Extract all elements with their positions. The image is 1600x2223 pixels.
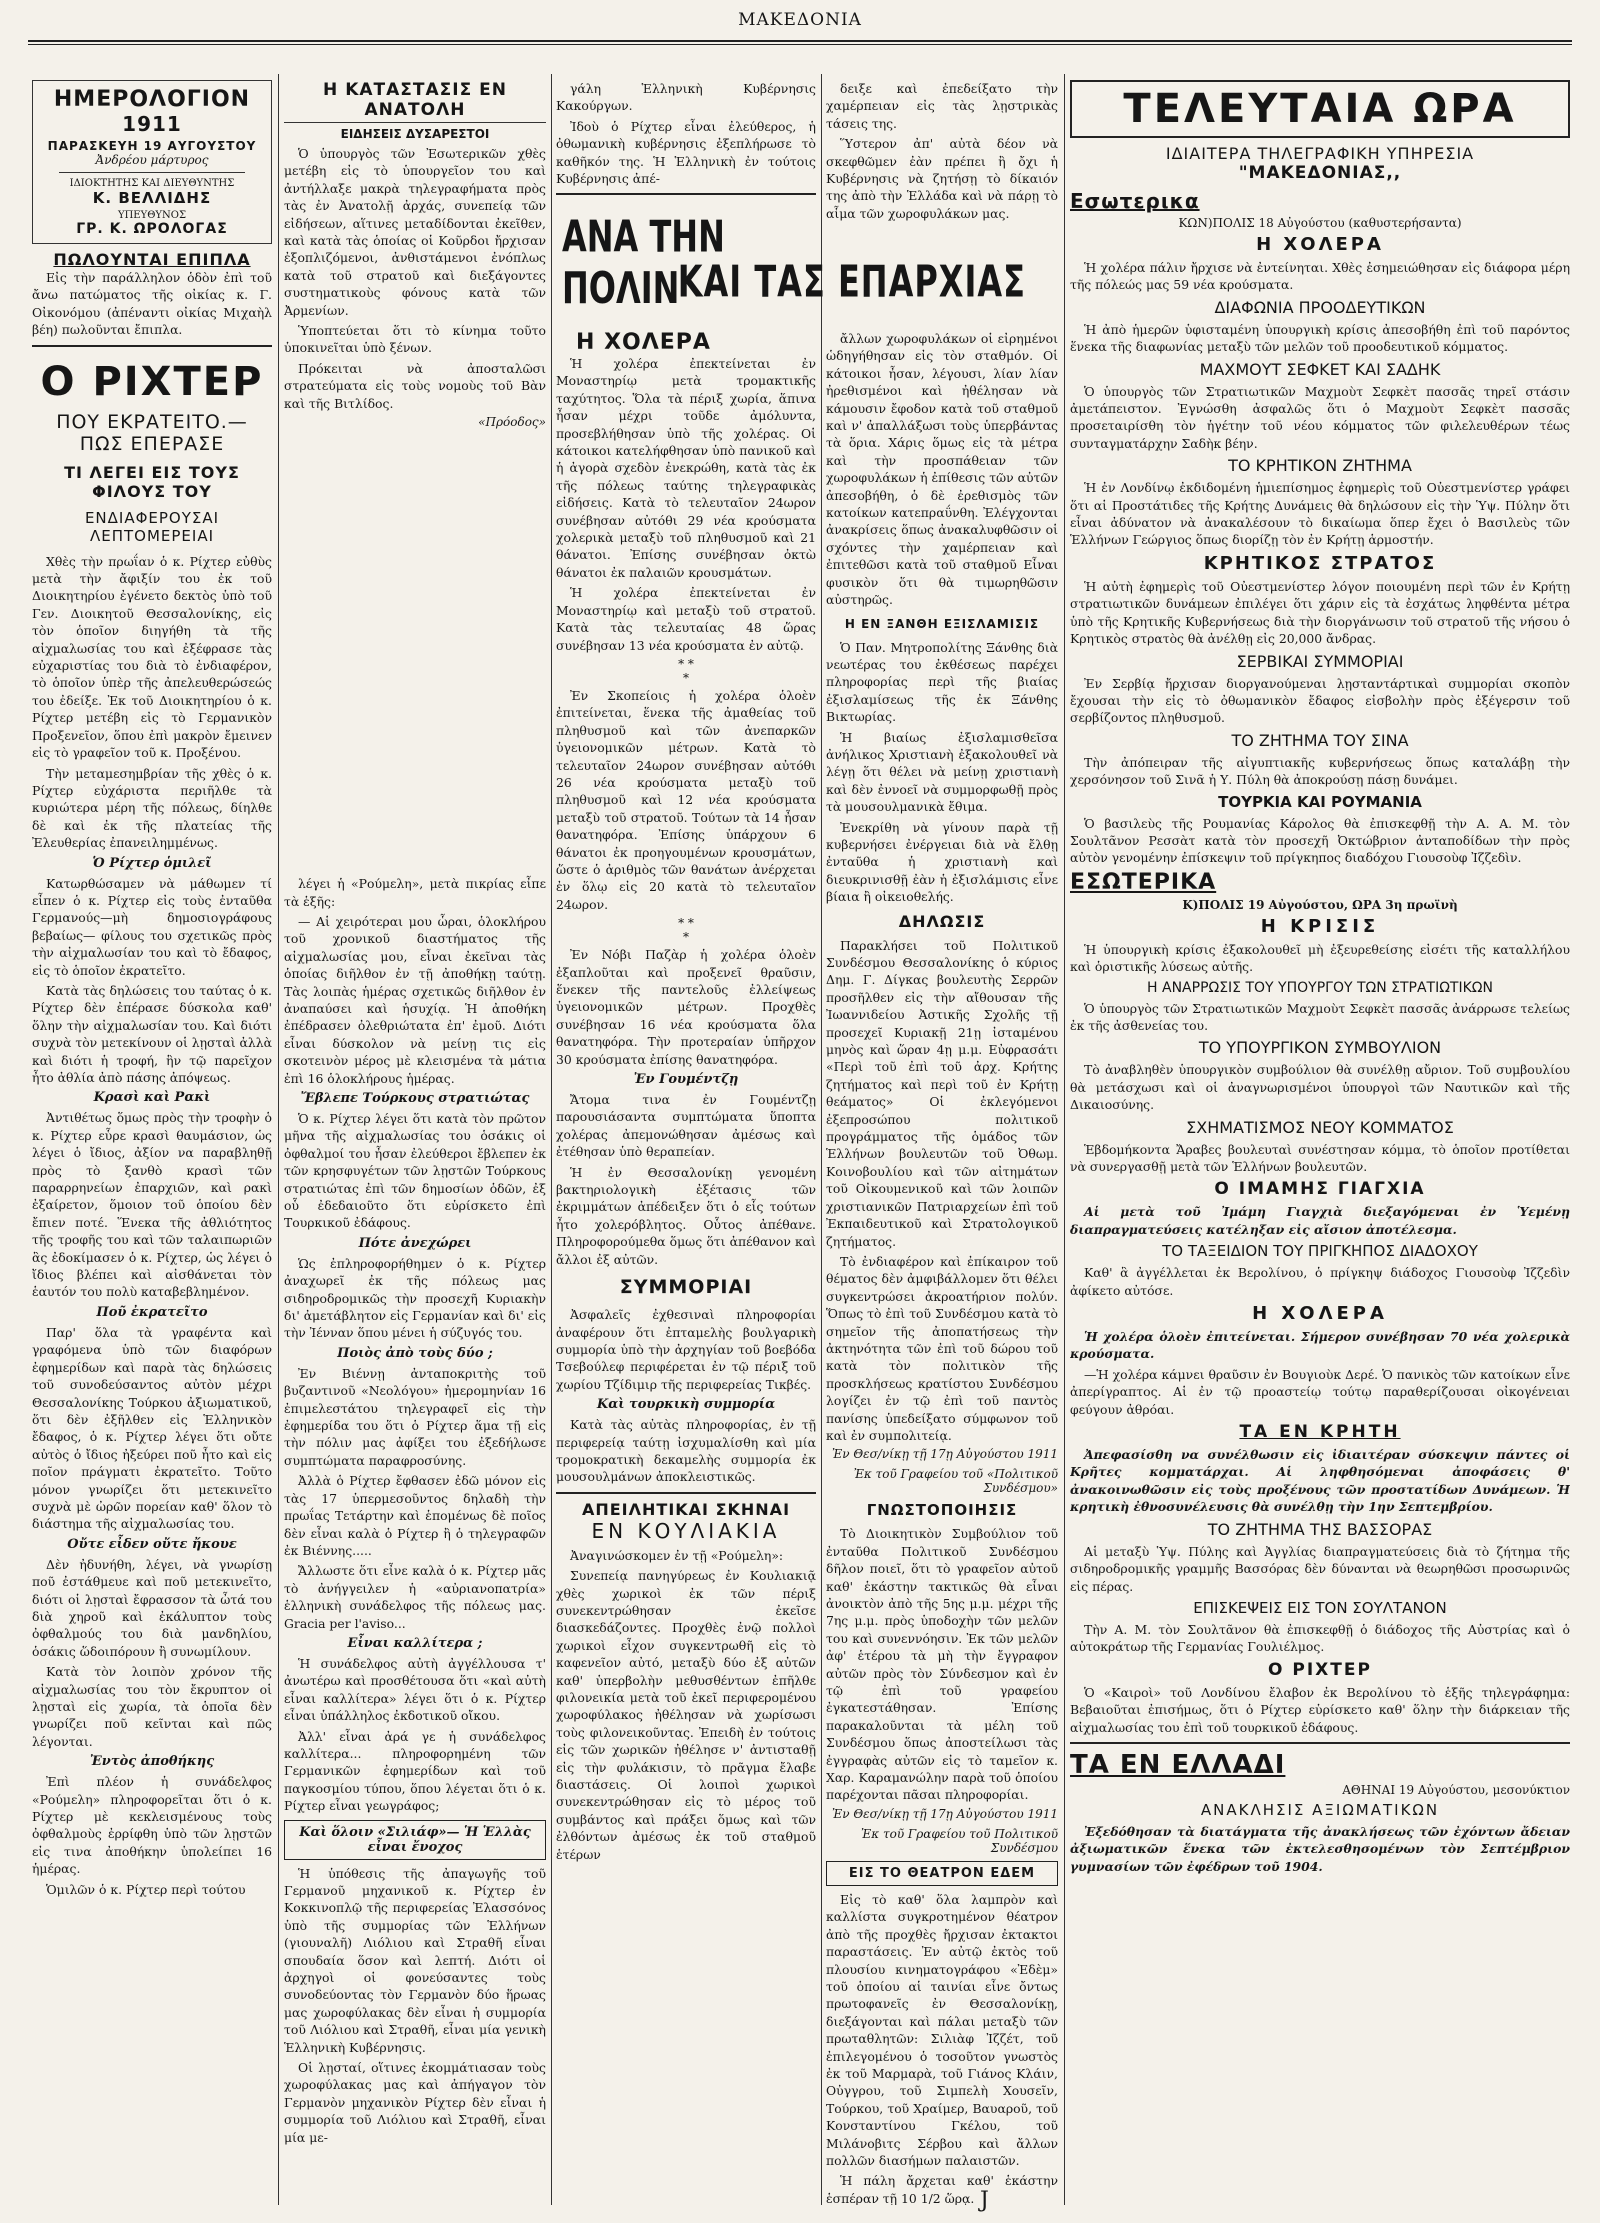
headline: Η ΑΝΑΡΡΩΣΙΣ ΤΟΥ ΥΠΟΥΡΓΟΥ ΤΩΝ ΣΤΡΑΤΙΩΤΙΚΩΝ [1147, 979, 1493, 996]
richter-headline: Ο ΡΙΧΤΕΡ [40, 358, 264, 405]
paragraph: Ἐν Νόβι Παζὰρ ἡ χολέρα ὁλοὲν ἐξαπλοῦται καὶ προξενεῖ θραῦσιν, ἕνεκεν τῆς παντελοῦς ἐλλείψεως ὑγειονομικῶν μέτρων. Προχθὲς συνέβησαν 16 νέα κρούσματα ὅλα θανατηφόρα. Τὴν προτεραίαν ὑπῆρχον 30 κρούσματα ἐπίσης θανατηφόρα. [556, 947, 816, 1067]
dateline: Κ)ΠΟΛΙΣ 19 Αὐγούστου, ΩΡΑ 3η πρωϊνὴ [1182, 897, 1458, 912]
paragraph: Ἡ χολέρα ἐπεκτείνεται ἐν Μοναστηρίῳ μετὰ τρομακτικῆς ταχύτητος. Ὅλα τὰ πέριξ χωρία, ἅπινα ἦσαν μέχρι τοῦδε ἀμόλυντα, προσεβλήθησαν ὑπὸ τῆς χολέρας. Οἱ κάτοικοι κατελήφθησαν ὑπὸ πανικοῦ καὶ ἡ ἀγορὰ σχεδὸν ἐνεκρώθη, κατὰ τὰς ἐκ τῆς πόλεως ταύτης τηλεγραφικὰς εἰδήσεις. Κατὰ τὸ τελευταῖον 24ωρον συνέβησαν αὐτόθι 29 νέα κρούσματα χολερικὰ μεταξὺ τοῦ πληθυσμοῦ καὶ 21 θάνατοι. Ἐπίσης συνέβησαν ὀκτὼ θάνατοι ἐκ παλαιῶν κρουσμάτων. [556, 356, 816, 580]
paragraph: Ἡ ὑπουργικὴ κρίσις ἐξακολουθεῖ μὴ ἐξευρεθείσης εἰσέτι τῆς καταλλήλου καὶ ὁριστικῆς λύσεως αὐτῆς. [1070, 941, 1570, 975]
masthead-rule-thin [28, 44, 1572, 45]
subheading: Ἐν Γουμέντζῃ [633, 1072, 739, 1088]
headline: Ο ΙΜΑΜΗΣ ΓΙΑΓΧΙΑ [1214, 1179, 1426, 1200]
paragraph: Τὴν μεταμεσημβρίαν τῆς χθὲς ὁ κ. Ρίχτερ εὐχάριστα περιῆλθε τὰ κυριώτερα μέρη τῆς πόλεως, δίηλθε δὲ καὶ ἐκ τῆς πλατείας τῆς Ἐλευθερίας ἐπανειλημμένως. [32, 765, 272, 851]
cholera-headline: Η ΧΟΛΕΡΑ [576, 330, 711, 355]
paragraph: Τὴν Α. Μ. τὸν Σουλτᾶνον θὰ ἐπισκεφθῇ ὁ διάδοχος τῆς Αὐστρίας καὶ ὁ αὐτοκράτωρ τῆς Γερμανίας Γουλιέλμος. [1070, 1621, 1570, 1655]
paragraph: Τὸ ἀναβληθὲν ὑπουργικὸν συμβούλιον θὰ συνέλθῃ αὔριον. Τοῦ συμβουλίου θὰ μετάσχωσι καὶ οἱ ἀναγνωρισμένοι ὑπουργοὶ τῶν Ναυτικῶν καὶ τῆς Δικαιοσύνης. [1070, 1062, 1570, 1113]
subheading: Καὶ τουρκικὴ συμμορία [596, 1397, 776, 1413]
paragraph: —Ἡ χολέρα κάμνει θραῦσιν ἐν Βουγιοὺκ Δερέ. Ὁ πανικὸς τῶν κατοίκων εἶνε ἀπερίγραπτος. Αἱ ἐν τῷ προαστείῳ τούτῳ παραθερίζουσαι οἰκογένειαι φεύγουν ἀθρόαι. [1070, 1366, 1570, 1417]
subheading: Οὔτε εἶδεν οὔτε ἤκουε [67, 1536, 237, 1552]
paragraph: Ὑποπτεύεται ὅτι τὸ κίνημα τοῦτο ὑποκινεῖται ὑπὸ ξένων. [284, 323, 546, 356]
subheading: Ποῦ ἐκρατεῖτο [96, 1304, 208, 1320]
calendar-day: ΠΑΡΑΣΚΕΥΗ 19 ΑΥΓΟΥΣΤΟΥ [47, 139, 257, 153]
paragraph: Ὁμιλῶν ὁ κ. Ρίχτερ περὶ τούτου [46, 1881, 246, 1897]
owner-label: ΙΔΙΟΚΤΗΤΗΣ ΚΑΙ ΔΙΕΥΘΥΝΤΗΣ [69, 178, 235, 189]
paragraph: Κατὰ τὸν λοιπὸν χρόνον τῆς αἰχμαλωσίας του τὸν ἔκρυπτον οἱ λῃσταὶ εἰς χωρία, τὰ ὁποῖα δὲν γνωρίζει ποῦ κεῖνται καὶ πῶς λέγονται. [32, 1664, 272, 1749]
headline: ΚΡΗΤΙΚΟΣ ΣΤΡΑΤΟΣ [1203, 552, 1437, 574]
masthead-rule [28, 40, 1572, 42]
paragraph: Παρακλήσει τοῦ Πολιτικοῦ Συνδέσμου Θεσσαλονίκης ὁ κύριος Δημ. Γ. Δίγκας βουλευτὴς Σερρῶν προσῆλθεν εἰς τὴν αἴθουσαν τῆς Ἰωαννιδείου Ἀστικῆς Σχολῆς τῇ προσεχεῖ Κυριακῇ 21ῃ ἰσταμένου μηνὸς καὶ ὥραν 4ῃ μ.μ. Εὐφρασάτι «Περὶ τοῦ ἐπὶ τοῦ ἀρχ. Κρήτης ζητήματος καὶ περὶ τοῦ ἐν Κρήτῃ θεάματος» Οἱ ἐκλεγόμενοι ἐξεπροσώπου πολιτικοῦ προγράμματος τῆς ὁμάδος τῶν Ἑλλήνων βουλευτῶν τοῦ Ὀθωμ. Κοινοβουλίου καὶ τῶν αἰτημάτων τοῦ Οἰκουμενικοῦ καὶ τῶν λοιπῶν χριστιανικῶν Πατριαρχείων ἐπὶ τοῦ Ἐκπαιδευτικοῦ καὶ Στρατολογικοῦ ζητήματος. [826, 937, 1058, 1249]
paragraph: Ἀσφαλεῖς ἐχθεσιναὶ πληροφορίαι ἀναφέρουν ὅτι ἐπταμελὴς βουλγαρικὴ συμμορία ὑπὸ τὴν ἀρχηγίαν τοῦ βοεβόδα Τσεβούλεφ περιφέρεται ἐν τῷ πέριξ τοῦ χωρίου Τζίδιμιρ τῆς περιφερείας Τικβές. [556, 1307, 816, 1392]
city-headline-1: ΑΝΑ ΤΗΝ ΠΟΛΙΝ [562, 211, 725, 315]
headline: ΔΙΑΦΩΝΙΑ ΠΡΟΟΔΕΥΤΙΚΩΝ [1214, 297, 1426, 317]
dateline: ΑΘΗΝΑΙ 19 Αὐγούστου, μεσονύκτιον [1342, 1782, 1570, 1797]
paragraph: Ἡ αὐτὴ ἐφημερὶς τοῦ Οὐεστμενίστερ λόγον ποιουμένη περὶ τῶν ἐν Κρήτῃ στρατιωτικῶν δυνάμεων ἐπιλέγει ὅτι χάριν εἰς τὰ ἐσχάτως ληφθέντα μέτρα ὑπὸ τῆς Κρητικῆς Κυβερνήσεως διὰ τὴν διοργάνωσιν τοῦ στρατοῦ τῆς νήσου ὁ Κρητικὸς στρατὸς θὰ ἀνέλθῃ εἰς 20,000 ἄνδρας. [1070, 578, 1570, 647]
calendar-year: 1911 [122, 112, 182, 136]
signature: Ἐκ τοῦ Γραφείου τοῦ «Πολιτικοῦ Συνδέσμου» [853, 1467, 1058, 1496]
paragraph: Ἰδοὺ ὁ Ρίχτερ εἶναι ἐλεύθερος, ἡ ὀθωμανικὴ κυβέρνησις ἐξεπλήρωσε τὸ καθῆκόν της. Ἡ Ἑλληνικὴ ἐν τούτοις Κυβέρνησις ἀπέ- [556, 118, 816, 187]
paragraph: Ἡ πάλη ἄρχεται καθ' ἑκάστην ἑσπέραν τῇ 10 1/2 ὥρᾳ. [826, 2173, 1058, 2205]
theatre-headline: ΕΙΣ ΤΟ ΘΕΑΤΡΟΝ ΕΔΕΜ [826, 1861, 1058, 1886]
paragraph: Τὸ ἐνδιαφέρον καὶ ἐπίκαιρον τοῦ θέματος δὲν ἀμφιβάλλομεν ὅτι θέλει συγκεντρώσει ἀκροατήριον πολύν. Ὅπως τὸ ἐπὶ τοῦ Συνδέσμου κατὰ τὸ σημεῖον τῆς ἀποπατήσεως τὴν ἀκτηνότητα τῶν ἐπὶ τοῦ δώρου τοῦ κατὰ τὸν πολιτικὸν τῆς προσκλήσεως κρατίστου Συνδέσμου λογίζει ἐν τῷ ἐπὶ τοῦ παντὸς πανίσης ὑπεδείξατο σύμφωνον τοῦ καὶ ἐν συμπολιτείᾳ. [826, 1253, 1058, 1443]
ornament: * * * [678, 656, 694, 685]
paragraph: γάλη Ἑλληνικὴ Κυβέρνησις Κακούργων. [556, 81, 816, 114]
calendar-saint: Ἀνδρέου μάρτυρος [95, 153, 209, 167]
subheading-framed: Καὶ ὅλοιν «Σιλιάφ»— Ἡ Ἑλλὰς εἶναι ἔνοχος [284, 1820, 546, 1860]
subheading: Ποιὸς ἀπὸ τοὺς δύο ; [337, 1345, 493, 1361]
owner-name: Κ. ΒΕΛΛΙΔΗΣ [92, 189, 212, 207]
richter-subhead-3: ΕΝΔΙΑΦΕΡΟΥΣΑΙ ΛΕΠΤΟΜΕΡΕΙΑΙ [84, 508, 220, 545]
headline: ΤΟ ΖΗΤΗΜΑ ΤΟΥ ΣΙΝΑ [1231, 730, 1409, 750]
headline: ΕΠΙΣΚΕΨΕΙΣ ΕΙΣ ΤΟΝ ΣΟΥΛΤΑΝΟΝ [1193, 1598, 1447, 1617]
ad-text: Εἰς τὴν παράλληλον ὁδὸν ἐπὶ τοῦ ἄνω πατώματος τῆς οἰκίας κ. Γ. Οἰκονόμου (ἀπέναντι οἰκίας Μιχαὴλ βέη) πωλοῦνται ἔπιπλα. [32, 270, 272, 338]
column-divider [1064, 74, 1065, 2205]
column-3-body [556, 330, 816, 2205]
column-5 [1070, 80, 1570, 2205]
paragraph: Κατὰ τὰς αὐτὰς πληροφορίας, ἐν τῇ περιφερείᾳ ταύτῃ ἰσχυμαλίσθη καὶ μία τρομοκρατικὴ δεκαμελὴς συμμορία ἐκ μουσουλμάνων ἀποκλειστικῶς. [556, 1417, 816, 1485]
paragraph: Ὁ Παν. Μητροπολίτης Ξάνθης διὰ νεωτέρας του ἐκθέσεως παρέχει πληροφορίας περὶ τῆς βιαίας ἐξισλαμίσεως τῆς ἐκ Ξάνθης Βικτωρίας. [826, 639, 1058, 725]
telegraph-paper: "ΜΑΚΕΔΟΝΙΑΣ,, [1238, 163, 1402, 183]
paragraph: — Αἱ χειρότεραι μου ὧραι, ὁλοκλήρου τοῦ χρονικοῦ διαστήματος τῆς αἰχμαλωσίας μου, εἶναι ἐκεῖναι τὰς ὁποίας διῆλθον ἐν τῇ ἀποθήκῃ ταύτῃ. Τὰς λοιπὰς ἡμέρας σχετικῶς διῆλθον ἐν ἀναπαύσει καὶ ἡσυχίᾳ. Ἡ ἀποθήκη ἐπέδρασεν ὀλεθριώτατα ἐπ' ἐμοῦ. Διότι εἶναι δύσκολον νὰ μείνῃ τις εἰς σκοτεινὸν μέρος μὲ κλεισμένα τὰ μάτια ἐπὶ 16 ὁλοκλήρους ἡμέρας. [284, 913, 546, 1086]
paragraph: Τὸ Διοικητικὸν Συμβούλιον τοῦ ἐνταῦθα Πολιτικοῦ Συνδέσμου δῆλον ποιεῖ, ὅτι τὸ γραφεῖον αὐτοῦ καθ' ἑκάστην τακτικῶς θὰ εἶναι ἀνοικτὸν ἀπὸ τῆς 5ης μ.μ. μέχρι τῆς 7ης μ.μ. πρὸς ὑποδοχὴν τῶν μελῶν του καὶ συνεννόησιν. Ἐκ τῶν μελῶν ἀφ' ἑτέρου τὰ μὴ τὴν ἔγγραφον αὐτῶν πρὸς τὸν Σύνδεσμον καὶ ἐν τῷ ἐπὶ τοῦ γραφείου ἐγκατεστάθησαν. Ἐπίσης παρακαλοῦνται τὰ μέλη τοῦ Συνδέσμου ὅπως ἀποστείλωσι τὰς ἐγγραφὰς αὐτῶν εἰς τὸ ταμεῖον κ. Χαρ. Καραμανώλην παρὰ τοῦ ὁποίου παρέχονται πᾶσαι πληροφορίαι. [826, 1526, 1058, 1803]
editor-name: ΓΡ. Κ. ΩΡΟΛΟΓΑΣ [76, 221, 228, 237]
paragraph: Ἐνεκρίθη νὰ γίνουν παρὰ τῇ κυβερνήσει ἐνέργειαι διὰ νὰ ἔλθῃ ἐνταῦθα ἡ χριστιανὴ καὶ διευκρινισθῇ ἐὰν ἡ ἐξισλάμισις εἶνε βίαια ἢ οἰκειοθελής. [826, 819, 1058, 905]
paragraph: Ἐν Βιέννῃ ἀνταποκριτὴς τοῦ βυζαντινοῦ «Νεολόγου» ἠμερομηνίαν 16 ἐπιμελεστάτου τηλεγραφεῖ εἰς τὴν ἐφημερίδα του ὅτι ὁ Ρίχτερ ἅμα τῇ εἰς τὴν πόλιν μας ἀφίξει του ἐξεδήλωσε συμπτώματα παραφροσύνης. [284, 1365, 546, 1468]
paragraph: Ὁ ὑπουργὸς τῶν Ἐσωτερικῶν χθὲς μετέβη εἰς τὸ ὑπουργεῖον του καὶ ἀντήλλαξε μακρὰ τηλεγραφήματα πρὸς τὰς ἐν Ἀνατολῇ ἀρχάς, συνεπείᾳ τῶν εἰδήσεων, αἵτινες μεταδίδονται ἐκεῖθεν, καὶ κατὰ τὰς ὁποίας οἱ Κοῦρδοι ἤρχισαν ἐξοπλιζόμενοι, ἀνθιστάμενοι ἐνόπλως κατὰ τοῦ στρατοῦ καὶ διεξάγοντες συστηματικοὺς φόνους κατὰ τῶν Ἀρμενίων. [284, 146, 546, 318]
domestic-heading-2: ΕΣΩΤΕΡΙΚΑ [1070, 869, 1217, 895]
column-4 [826, 330, 1058, 2205]
paragraph: Ἡ χολέρα ὁλοὲν ἐπιτείνεται. Σήμερον συνέβησαν 70 νέα χολερικὰ κρούσματα. [1070, 1329, 1570, 1362]
city-headline-row [556, 256, 1056, 316]
subheading: Πότε ἀνεχώρει [358, 1235, 472, 1251]
paragraph: Δὲν ἠδυνήθη, λέγει, νὰ γνωρίσῃ ποῦ ἐστάθμευε καὶ ποῦ μετεκινεῖτο, διότι οἱ λῃσταὶ ἔφρασσον τὰ ὦτά του διὰ χηροῦ καὶ ἐκάλυπτον τοὺς ὀφθαλμούς του διὰ μανδηλίου, ὁσάκις ὥδοιπόρουν ἢ συνωμίλουν. [32, 1556, 272, 1659]
paragraph: Ἡ ἐν Λονδίνῳ ἐκδιδομένη ἡμιεπίσημος ἐφημερὶς τοῦ Οὐεστμενίστερ γράφει ὅτι αἱ Προστάτιδες τῆς Κρήτης Δυνάμεις θὰ δηλώσουν εἰς τὴν Ὑψ. Πύλην ὅτι εἶναι ἀδύνατον νὰ ἀνακαλέσουν τὸ δικαίωμα ὅπερ ἔχει ὁ Βασιλεὺς τῶν Ἑλλήνων Γεώργιος ὅπως διορίζῃ τὸν ἐν Κρήτῃ ἁρμοστήν. [1070, 480, 1570, 548]
column-1 [32, 80, 272, 2205]
paragraph: δειξε καὶ ἐπεδείξατο τὴν χαμέρπειαν εἰς τὰς λῃστρικὰς τάσεις της. [826, 81, 1058, 131]
subheading: Ἐντὸς ἀποθήκης [89, 1754, 215, 1770]
paragraph: Ὕστερον ἀπ' αὐτὰ δέον νὰ σκεφθῶμεν ἐὰν πρέπει ἢ ὄχι ἡ Κυβέρνησις νὰ ζητήσῃ τὸ δίκαιόν της ἀπὸ τὴν Ἑλλάδα καὶ νὰ πάρῃ τὸ αἷμα τῶν χωροφυλάκων μας. [826, 136, 1058, 221]
subheading: Ὁ Ρίχτερ ὁμιλεῖ [92, 855, 212, 871]
column-2 [284, 80, 546, 2205]
signature: Ἐν Θεσ/νίκῃ τῇ 17ῃ Αὐγούστου 1911 [831, 1447, 1058, 1462]
headline: ΤΟ ΤΑΞΕΙΔΙΟΝ ΤΟΥ ΠΡΙΓΚΗΠΟΣ ΔΙΑΔΟΧΟΥ [1162, 1242, 1478, 1261]
paragraph: Αἱ μεταξὺ Ὑψ. Πύλης καὶ Ἀγγλίας διαπραγματεύσεις διὰ τὸ ζήτημα τῆς σιδηροδρομικῆς γραμμῆς Βασσόρας δὲν δύνανται νὰ θεωρηθῶσι προσωρινῶς εἰς πέρας. [1070, 1543, 1570, 1594]
headline: ΣΧΗΜΑΤΙΣΜΟΣ ΝΕΟΥ ΚΟΜΜΑΤΟΣ [1186, 1117, 1454, 1137]
ad-title: ΠΩΛΟΥΝΤΑΙ ΕΠΙΠΛΑ [53, 250, 251, 269]
paragraph: Ἄτομα τινα ἐν Γουμέντζῃ παρουσιάσαντα συμπτώματα ὕποπτα χολέρας ἀπεμονώθησαν ἀμέσως καὶ ἐτέθησαν ὑπὸ θεραπείαν. [556, 1092, 816, 1160]
threat-headline: ΑΠΕΙΛΗΤΙΚΑΙ ΣΚΗΝΑΙ [581, 1499, 791, 1519]
city-headline-2: ΚΑΙ ΤΑΣ ΕΠΑΡΧΙΑΣ [677, 256, 1026, 308]
paragraph: Συνεπείᾳ πανηγύρεως ἐν Κουλιακιᾷ χθὲς χωρικοὶ ἐκ τῶν πέριξ συνεκεντρώθησαν ἐκεῖσε διασκεδάζοντες. Προχθὲς ἐνῷ πολλοὶ χωρικοὶ εἶχον συγκεντρωθῆ εἰς τὸ καφενεῖον αὐτό, μεταξὺ δύο ἐξ αὐτῶν καθ' ὑπερβολὴν μεθυσθέντων ἐπῆλθε φιλονεικία μετὰ τοῦ ἐκεῖ περιφερομένου χωροφύλακος ἠθέλησαν νὰ χωρίσωσι τοὺς φιλονεικοῦντας. Ἐπειδὴ ἐν τούτοις εἰς τῶν χωρικῶν ἠθέλησε ν' ἀντισταθῇ εἰς τὴν φυλάκισιν, τὸ πρᾶγμα ἔλαβε διαστάσεις. Οἱ λοιποὶ χωρικοὶ συνεκεντρώθησαν εἰς τὸ μέρος τοῦ συμβάντος καὶ πράξει ὅμως καὶ τῶν ἐλθόντων ἀμέσως ἐκ τοῦ σταθμοῦ ἑτέρων [556, 1568, 816, 1862]
page-mark: J [980, 2188, 989, 2213]
headline: Η ΧΟΛΕΡΑ [1256, 234, 1384, 255]
paragraph: Παρ' ὅλα τὰ γραφέντα καὶ γραφόμενα ὑπὸ τῶν διαφόρων ἐφημερίδων καὶ παρὰ τὰς δηλώσεις τοῦ συνοδεύσαντος αὐτὸν μέχρι Θεσσαλονίκης Τούρκου ἀξιωματικοῦ, ὅτι δὲν ἐξῆλθεν εἰς Ἑλληνικὸν ἔδαφος, ὁ κ. Ρίχτερ λέγει ὅτι οὔτε αὐτὸς ὁ ἴδιος ἠξεύρει ποῦ ἦτο καὶ εἰς ποῖον πράγματι ἐκρατεῖτο. Τοῦτο μόνον γνωρίζει ὅτι μετεκινεῖτο συχνὰ μὲ ὠρῶν πορείαν καθ' ὅλον τὸ διάστημα τῆς αἰχμαλωσίας του. [32, 1324, 272, 1532]
richter-subhead-2: ΤΙ ΛΕΓΕΙ ΕΙΣ ΤΟΥΣ ΦΙΛΟΥΣ ΤΟΥ [64, 462, 240, 501]
paragraph: Ἑβδομήκοντα Ἄραβες βουλευταὶ συνέστησαν κόμμα, τὸ ὁποῖον προτίθεται νὰ συνεργασθῇ μετὰ τῶν Ἑλλήνων βουλευτῶν. [1070, 1141, 1570, 1174]
headline: ΑΝΑΚΛΗΣΙΣ ΑΞΙΩΜΑΤΙΚΩΝ [1200, 1800, 1440, 1819]
subheading: Κρασὶ καὶ Ρακὶ [93, 1090, 211, 1106]
paragraph: Αἱ μετὰ τοῦ Ἰμάμη Γιαγχιὰ διεξαγόμεναι ἐν Ὑεμένῃ διαπραγματεύσεις κατέληξαν εἰς αἴσιον ἀποτέλεσμα. [1070, 1204, 1570, 1237]
ornament: * * * [678, 916, 694, 945]
dateline: ΚΩΝ)ΠΟΛΙΣ 18 Αὐγούστου (καθυστερήσαντα) [1178, 216, 1462, 230]
telegraph-service: ΙΔΙΑΙΤΕΡΑ ΤΗΛΕΓΡΑΦΙΚΗ ΥΠΗΡΕΣΙΑ [1165, 144, 1475, 163]
newspaper-masthead: ΜΑΚΕΔΟΝΙΑ [738, 10, 862, 30]
paragraph: Ὁ ὑπουργὸς τῶν Στρατιωτικῶν Μαχμοὺτ Σεφκὲτ πασσᾶς ἀνάρρωσε τελείως ἐκ τῆς ἀσθενείας του. [1070, 1000, 1570, 1033]
editor-label: ΥΠΕΥΘΥΝΟΣ [117, 210, 187, 221]
xanthi-headline: Η ΕΝ ΞΑΝΘΗ ΕΞΙΣΛΑΜΙΣΙΣ [844, 616, 1040, 631]
paragraph: Ἡ ὑπόθεσις τῆς ἀπαγωγῆς τοῦ Γερμανοῦ μηχανικοῦ κ. Ρίχτερ ἐν Κοκκινοπλῷ τῆς περιφερείας Ἐλασσόνος ὑπὸ τῆς συμμορίας τῶν Ἑλλήνων (γιουναλῆ) Λιόλιου καὶ Στραθῆ εἶναι σπουδαία ὅσον καὶ λεπτή. Διότι οἱ ἀρχηγοὶ οἱ φονεύσαντες τοὺς συνοδεύοντας τὸν Γερμανὸν δύο ἥρωας μας χωροφύλακας δὲν εἶναι ἡ συμμορία τοῦ Λιόλιου καὶ Στραθῆ, εἶναι μία γενικὴ Ἑλληνικὴ Κυβέρνησις. [284, 1865, 546, 2055]
paragraph: Οἱ λῃσταί, οἵτινες ἐκομμάτιασαν τοὺς χωροφύλακας μας καὶ ἀπήγαγον τὸν Γερμανὸν μηχανικὸν Ρίχτερ δὲν εἶναι ἡ συμμορία τοῦ Λιόλιου καὶ Στραθῆ, εἶναι μία με- [284, 2060, 546, 2145]
headline: ΣΕΡΒΙΚΑΙ ΣΥΜΜΟΡΙΑΙ [1236, 651, 1404, 671]
subheading: Ἔβλεπε Τούρκους στρατιώτας [300, 1090, 530, 1106]
paragraph: Κατὰ τὰς δηλώσεις του ταύτας ὁ κ. Ρίχτερ δὲν ἐπέρασε δύσκολα καθ' ὅλην τὴν αἰχμαλωσίαν του. Καὶ διότι συχνὰ τὸν μετεκίνουν οἱ λῃσταὶ ἀλλὰ καὶ διότι ἡ τροφή, ἣν τῷ παρεῖχον ἦτο ἀθλία ἀπὸ πάσης ἀπόψεως. [32, 982, 272, 1085]
paragraph: Χθὲς τὴν πρωΐαν ὁ κ. Ρίχτερ εὐθὺς μετὰ τὴν ἄφιξίν του ἐκ τοῦ Διοικητηρίου ἐγένετο δεκτὸς ὑπὸ τοῦ Γεν. Διοικητοῦ Θεσσαλονίκης, εἰς τὸν ὁποῖον διηγήθη τὰ τῆς αἰχμαλωσίας του καὶ ἐξέφρασε τὰς εὐχαριστίας του διὰ τὸ ἐνδιαφέρον, τὸ ὁποῖον ὑπὲρ τῆς ἀπελευθερώσεώς του ἐδείξε. Ἐκ τοῦ Διοικητηρίου ὁ κ. Ρίχτερ μετέβη εἰς τὸ Γερμανικὸν Προξενεῖον, ὅπου ἐπὶ μακρὸν ἔμεινεν εἰς τὸ γραφεῖον τοῦ κ. Προξένου. [32, 553, 272, 761]
headline: Η ΚΡΙΣΙΣ [1260, 915, 1380, 937]
subheading: Εἶναι καλλίτερα ; [347, 1635, 483, 1651]
column-divider [821, 74, 822, 2205]
headline: ΤΟ ΚΡΗΤΙΚΟΝ ΖΗΤΗΜΑ [1228, 456, 1412, 476]
anatolia-headline: Η ΚΑΤΑΣΤΑΣΙΣ ΕΝ ΑΝΑΤΟΛΗ [284, 80, 546, 123]
gangs-headline: ΣΥΜΜΟΡΙΑΙ [619, 1276, 753, 1299]
last-hour-banner [1070, 80, 1570, 138]
paragraph: Ὁ κ. Ρίχτερ λέγει ὅτι κατὰ τὸν πρῶτον μῆνα τῆς αἰχμαλωσίας του ὁσάκις οἱ ὀφθαλμοί του ἦσαν ἐλεύθεροι ἔβλεπεν ἐκ τῶν κρησφυγέτων τῶν λῃστῶν Τούρκους στρατιώτας ἐπὶ τῶν δημοσίων ὁδῶν, ἐξ οὗ ἐδεδαιοῦτο ὅτι εὑρίσκετο ἐπὶ Τουρκικοῦ ἐδάφους. [284, 1110, 546, 1231]
headline: ΤΟ ΥΠΟΥΡΓΙΚΟΝ ΣΥΜΒΟΥΛΙΟΝ [1198, 1038, 1442, 1058]
paragraph: Τὴν ἀπόπειραν τῆς αἰγυπτιακῆς κυβερνήσεως ὅπως καταλάβῃ τὴν χερσόνησον τοῦ Σινᾶ ἡ Υ. Πύλη θὰ ἀποκρούσῃ πάσῃ δυνάμει. [1070, 754, 1570, 788]
paragraph: Καθ' ἃ ἀγγέλλεται ἐκ Βερολίνου, ὁ πρίγκηψ διάδοχος Γιουσοὺφ Ἰζζεδὶν ἀφίκετο αὐτόσε. [1070, 1265, 1570, 1298]
paragraph: Ἡ χολέρα πάλιν ἤρχισε νὰ ἐντείνηται. Χθὲς ἐσημειώθησαν εἰς διάφορα μέρη τῆς πόλεώς μας 59 νέα κρούσματα. [1070, 260, 1570, 293]
paragraph: Ὁ βασιλεὺς τῆς Ρουμανίας Κάρολος θὰ ἐπισκεφθῇ τὴν Α. Α. Μ. τὸν Σουλτᾶνον Ρεσσὰτ κατὰ τὸν προσεχῆ Ὀκτώβριον ἀνταποδίδων τὴν πρὸς αὐτὸν γενομένην ἐπίσκεψιν τοῦ πρίγκηπος διαδόχου Γιουσοὺφ Ἰζζεδὶν. [1070, 815, 1570, 866]
headline: ΤΑ ΕΝ ΚΡΗΤΗ [1239, 1422, 1401, 1443]
paragraph: Ἀπεφασίσθη να συνέλθωσιν εἰς ἰδιαιτέραν σύσκεψιν πάντες οἱ Κρῆτες κομματάρχαι. Αἱ ληφθησόμεναι ἀποφάσεις θ' ἀνακοινωθῶσιν εἰς τοὺς προξένους τῶν προστατίδων Δυνάμεων. Ἡ κρητικὴ ἐθνοσυνέλευσις θὰ συνέλθῃ τὴν 1ην Σεπτεμβρίου. [1070, 1447, 1570, 1515]
column-4-top [826, 80, 1058, 250]
paragraph: Ἡ συνάδελφος αὐτὴ ἀγγέλλουσα τ' ἀνωτέρω καὶ προσθέτουσα ὅτι «καὶ αὐτὴ εἶναι καλλίτερα» λέγει ὅτι ὁ κ. Ρίχτερ εἶναι ὑπάλληλος ἐκδοτικοῦ οἴκου. [284, 1655, 546, 1724]
paragraph: Ἐπὶ πλέον ἡ συνάδελφος «Ρούμελη» πληροφορεῖται ὅτι ὁ κ. Ρίχτερ μὲ κεκλεισμένους τοὺς ὀφθαλμοὺς ἐρρίφθη ὑπὸ τῶν λῃστῶν εἰς τινα ἀποθήκην ὑπολείπει 16 ἡμέρας. [32, 1774, 272, 1877]
declaration-headline: ΔΗΛΩΣΙΣ [898, 911, 986, 931]
headline: ΤΟ ΖΗΤΗΜΑ ΤΗΣ ΒΑΣΣΟΡΑΣ [1207, 1519, 1433, 1539]
paragraph: Ὁ «Καιροὶ» τοῦ Λονδίνου ἔλαβον ἐκ Βερολίνου τὸ ἑξῆς τηλεγράφημα: Βεβαιοῦται ἐπισήμως, ὅτι ὁ Ρίχτερ εὑρίσκετο καθ' ὅλην τὴν διάρκειαν τῆς αἰχμαλωσίας του ἐπὶ τοῦ τουρκικοῦ ἐδάφους. [1070, 1684, 1570, 1735]
column-divider [551, 74, 552, 2205]
paragraph: Ἐν Σερβίᾳ ἤρχισαν διοργανούμεναι λῃσταντάρτικαὶ συμμορίαι σκοπὸν ἔχουσαι τὴν εἰς τὸ ὀθωμανικὸν ἔδαφος εἰσβολὴν πρὸς ἐξέγερσιν τοῦ σερβίζοντος πληθυσμοῦ. [1070, 675, 1570, 726]
headline: ΜΑΧΜΟΥΤ ΣΕΦΚΕΤ ΚΑΙ ΣΑΔΗΚ [1199, 359, 1441, 379]
signature: Ἐκ τοῦ Γραφείου τοῦ Πολιτικοῦ Συνδέσμου [861, 1826, 1058, 1855]
paragraph: Ἀναγινώσκομεν ἐν τῇ «Ρούμελη»: [570, 1547, 784, 1563]
paragraph: Ἡ βιαίως ἐξισλαμισθεῖσα ἀνήλικος Χριστιανὴ ἐξακολουθεῖ νὰ λέγῃ ὅτι θέλει νὰ μείνῃ χριστιανὴ καὶ δὲν ἐννοεῖ νὰ συμμορφωθῇ πρὸς τὰ μουσουλμανικὰ ἔθιμα. [826, 729, 1058, 815]
richter-subhead-1: ΠΟΥ ΕΚΡΑΤΕΙΤΟ.— ΠΩΣ ΕΠΕΡΑΣΕ [56, 410, 248, 455]
paragraph: Ἄλλωστε ὅτι εἶνε καλὰ ὁ κ. Ρίχτερ μᾶς τὸ ἀνήγγειλεν ἡ «αὐριανοπατρία» ἑλληνικὴ συνάδελφος τῆς πόλεως μας. Gracia per l'aviso... [284, 1563, 546, 1631]
paragraph: Ἡ χολέρα ἐπεκτείνεται ἐν Μοναστηρίῳ καὶ μεταξὺ τοῦ στρατοῦ. Κατὰ τὰς τελευταίας 48 ὥρας συνέβησαν 13 νέα κρούσματα ἐν αὐτῷ. [556, 585, 816, 653]
paragraph: Εἰς τὸ καθ' ὅλα λαμπρὸν καὶ καλλίστα συγκροτημένον θέατρον ἀπὸ τῆς προχθὲς ἤρχισαν ἐκτακτοι παραστάσεις. Ἐν αὐτῷ ἐκτὸς τοῦ πλουσίου κινηματογράφου «Ἐδὲμ» τοῦ ὁποίου αἱ ταινίαι εἶνε ὄντως πρωτοφανεῖς ἐν Θεσσαλονίκῃ, διεξάγονται καὶ πάλαι μεταξὺ τῶν πρωταθλητῶν: Σιλιὰφ Ἰζζέτ, τοῦ ἐπιλεγομένου ὁ τοσοῦτον γνωστὸς ἐκ τοῦ Μαρμαρὰ, τοῦ Γιάνος Κλάιν, Οὐγγρου, τοῦ Σιμπελὴ Χουσεῖν, Τούρκου, τοῦ Χραίμερ, Βαυαροῦ, τοῦ Κονσταντίνου Γκέλου, τοῦ Μιλάνοβιτς Σέρβου καὶ ἄλλων πολλῶν διασήμων παλαιστῶν. [826, 1891, 1058, 2168]
greece-heading: ΤΑ ΕΝ ΕΛΛΑΔΙ [1070, 1749, 1286, 1780]
paragraph: Ἡ ἐν Θεσσαλονίκῃ γενομένη βακτηριολογικὴ ἐξέτασις τῶν ἐκριμμάτων ἀπέδειξεν ὅτι ὁ εἷς τούτων ἦτο χολερόβλητος. Οὗτος ἀπέθανε. Πληροφορούμεθα ὅμως ὅτι ἀπέθανον καὶ ἄλλοι ἐξ αὐτῶν. [556, 1164, 816, 1267]
anatolia-subhead: ΕΙΔΗΣΕΙΣ ΔΥΣΑΡΕΣΤΟΙ [340, 127, 490, 141]
last-hour-title: ΤΕΛΕΥΤΑΙΑ ΩΡΑ [1123, 86, 1517, 132]
paragraph: Ἐξεδόθησαν τὰ διατάγματα τῆς ἀνακλήσεως τῶν ἐχόντων ἄδειαν ἀξιωματικῶν ἕνεκα τῶν ἐκτελεσθησομένων τὸν Σεπτέμβριον γυμνασίων τῶν ἐφέδρων τοῦ 1904. [1070, 1823, 1570, 1874]
headline: Ο ΡΙΧΤΕΡ [1268, 1659, 1372, 1680]
calendar-title: ΗΜΕΡΟΛΟΓΙΟΝ [53, 87, 251, 112]
paragraph: Ἐν Σκοπείοις ἡ χολέρα ὁλοὲν ἐπιτείνεται, ἕνεκα τῆς ἀμαθείας τοῦ πληθυσμοῦ καὶ τῶν ἀνεπαρκῶν ὑγειονομικῶν μέτρων. Κατὰ τὸ τελευταῖον 24ωρον συνέβησαν αὐτόθι 26 νέα κρούσματα μεταξὺ τοῦ πληθυσμοῦ καὶ 12 νέα κρούσματα μεταξὺ τοῦ στρατοῦ. Τούτων τὰ 14 ἦσαν θανατηφόρα. Ἐπίσης ὑπάρχουν 6 θάνατοι ἐκ προηγουμένων κρουσμάτων, ὥστε ὁ ἀριθμὸς τῶν θανάτων ἀνέρχεται ἐν ὅλῳ εἰς 20 κατὰ τὸ τελευταῖον 24ωρον. [556, 687, 816, 912]
calendar-box [32, 80, 272, 244]
paragraph: Ἡ ἀπὸ ἡμερῶν ὑφισταμένη ὑπουργικὴ κρίσις ἀπεσοβήθη ἐπὶ τοῦ παρόντος ἕνεκα τῆς διαφωνίας μεταξὺ τῶν μελῶν τοῦ προοδευτικοῦ κόμματος. [1070, 321, 1570, 355]
paragraph: Κατωρθώσαμεν νὰ μάθωμεν τί εἶπεν ὁ κ. Ρίχτερ εἰς τοὺς ἐνταῦθα Γερμανούς—μὴ δημοσιογράφους βεβαίως— φίλους του σχετικῶς πρὸς τὴν αἰχμαλωσίαν του καὶ τὸ ἔδαφος, εἰς τὸ ὁποῖον ἐκρατεῖτο. [32, 875, 272, 978]
paragraph: Ὡς ἐπληροφορήθημεν ὁ κ. Ρίχτερ ἀναχωρεῖ ἐκ τῆς πόλεως μας σιδηροδρομικῶς τὴν προσεχῆ Κυριακὴν δι' ἀμετάβλητον εἰς Γερμανίαν καὶ δι' εἰς τὴν Ἰένναν ὅπου μένει ἡ σύζυγός του. [284, 1255, 546, 1341]
paragraph: Πρόκειται νὰ ἀποσταλῶσι στρατεύματα εἰς τοὺς νομοὺς τοῦ Βὰν καὶ τῆς Βιτλίδος. [284, 360, 546, 411]
paragraph: ἄλλων χωροφυλάκων οἱ εἰρημένοι ὡδηγήθησαν εἰς τὸν σταθμόν. Οἱ κάτοικοι ἦσαν, λέγουσι, λίαν λίαν ἠρεθισμένοι καὶ ἠθέλησαν νὰ κάμουσιν ἔφοδον κατὰ τοῦ σταθμοῦ καὶ ν' ἀπαλλάξωσι τοὺς ὑπερβάντας τὰ ὅρια. Χάρις ὅμως εἰς τὰ μέτρα καὶ τὴν προσπάθειαν τῶν χωροφυλάκων ἡ ἐπίθεσις τῶν αὐτῶν ἀπεσοβήθη, ὁ δὲ ἐρεθισμὸς τῶν κατοίκων κατεπραΰνθη. Ἐλέγχονται ἀνακρίσεις ὅπως ἀνακαλυφθῶσιν οἱ σχόντες τὴν χαμέρπειαν καὶ ἐπιτεθῶσι κατὰ τοῦ σταθμοῦ Εἶναι φυσικὸν ὅτι θὰ τιμωρηθῶσιν αὐστηρῶς. [826, 331, 1058, 608]
paragraph: Ἀντιθέτως ὅμως πρὸς τὴν τροφὴν ὁ κ. Ρίχτερ εὗρε κρασὶ θαυμάσιον, ὡς λέγει ὁ ἴδιος, ἀξίον να παραβληθῇ πρὸς τὸ ξανθὸ κρασὶ τῶν παραρρηνείων ἐπαρχιῶν, καὶ ρακὶ ἐξαίρετον, ὅμοιον τοῦ ὁποίου δὲν ἔπιεν ποτέ. Ἕνεκα τῆς ἀθλιότητος τῆς τροφῆς του καὶ τῶν ταλαιπωριῶν ἃς ἐδοκίμασεν ὁ κ. Ρίχτερ, ὡς λέγει ὁ ἴδιος βλέπει καὶ αἰσθάνεται τὸν ἑαυτόν του πολὺ καταβεβλημένον. [32, 1110, 272, 1300]
paragraph: Ὁ ὑπουργὸς τῶν Στρατιωτικῶν Μαχμοὺτ Σεφκὲτ πασσᾶς τηρεῖ στάσιν ἀμετάπειστον. Ἐγνώσθη ἀσφαλῶς ὅτι ὁ Μαχμοὺτ Σεφκὲτ πασσᾶς προσεταιρίσθη τὸν ἡγέτην τοῦ νέου κόμματος τῶν φιλελευθέρων τέως συνταγματάρχην Σαδὴκ βέην. [1070, 383, 1570, 451]
threat-subhead: ΕΝ ΚΟΥΛΙΑΚΙΑ [591, 1518, 781, 1543]
headline: ΤΟΥΡΚΙΑ ΚΑΙ ΡΟΥΜΑΝΙΑ [1218, 792, 1422, 811]
column-divider [278, 74, 279, 2205]
paragraph: Ἀλλὰ ὁ Ρίχτερ ἔφθασεν ἐδῶ μόνον εἰς τὰς 17 ὑπερμεσοῦντος δηλαδὴ τὴν πρωΐας Τετάρτην καὶ ἑπομένως δὲ ποῖος δὲν εἶναι καλὰ ὁ Ρίχτερ ἢ ὁ τηλεγραφῶν ἐκ Βιέννης..... [284, 1473, 546, 1558]
headline: Η ΧΟΛΕΡΑ [1252, 1303, 1388, 1325]
signature: Ἐν Θεσ/νίκῃ τῇ 17ῃ Αὐγούστου 1911 [831, 1806, 1058, 1821]
domestic-heading: Εσωτερικα [1070, 189, 1200, 213]
paragraph: Ἀλλ' εἶναι ἀρά γε ἡ συνάδελφος καλλίτερα... πληροφορημένη τῶν Γερμανικῶν ἐφημερίδων καὶ τοῦ παγκοσμίου τύπου, ὅπου λέγεται ὅτι ὁ κ. Ρίχτερ εἶναι γεωγράφος; [284, 1728, 546, 1814]
paragraph: λέγει ἡ «Ρούμελη», μετὰ πικρίας εἶπε τὰ ἑξῆς: [284, 876, 546, 909]
source-signature: «Πρόοδος» [478, 415, 546, 430]
notice-headline: ΓΝΩΣΤΟΠΟΙΗΣΙΣ [866, 1501, 1018, 1520]
